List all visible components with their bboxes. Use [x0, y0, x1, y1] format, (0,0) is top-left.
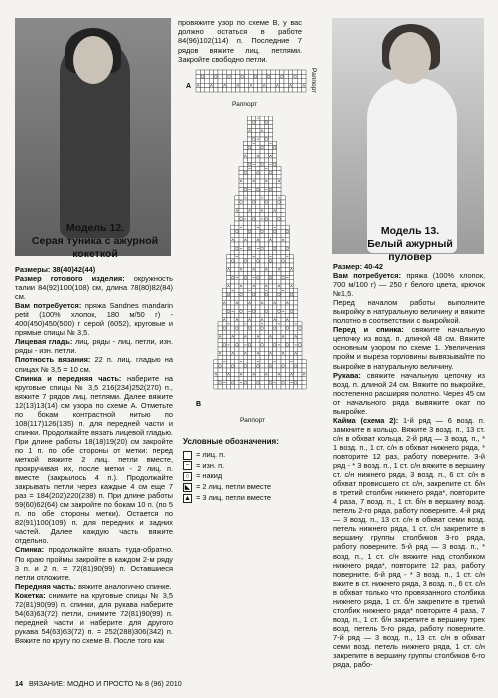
chart-a — [186, 62, 308, 102]
model-12-instructions — [15, 265, 173, 645]
chart-b-rapport: Раппорт — [240, 417, 266, 424]
chart-b — [196, 116, 324, 412]
chart-a-rapport: Раппорт — [232, 101, 258, 108]
chart-b-label: B — [196, 401, 202, 408]
model-12-photo — [15, 18, 171, 256]
model-13-photo — [332, 18, 484, 254]
yarn-over-icon: ○ — [183, 472, 192, 481]
paragraph: Кокетка: снимите на круговые спицы № 3,5 72(81)90(99) п. спинки, для рукава наберите 54(63)63(72) петли, снимите 72(81)90(99) п. передней части и наберите для другого рукава 54(63)63(72) п. = 252(288)306(342) п. Вяжите по кругу по схеме В. После того как — [15, 590, 173, 645]
paragraph: Спинка: продолжайте вязать туда-обратно. По краю проймы закройте в каждом 2-м ряду 3 п. и 2 п. = 72(81)90(99) п. Оставшиеся петли отложите. — [15, 545, 173, 582]
two-together-icon: ◣ — [184, 484, 191, 492]
chart-a-rapport-side: Раппорт — [310, 68, 317, 94]
three-together-icon: ▲ — [184, 494, 191, 502]
paragraph: При длине работы 18(18)19(20) см закройте по 1 п. по обе стороны от метки: перед меткой вяжите 2 лиц. петли вместе, прокручивая их, после метки - 2 лиц. п. вместе (закрылось 4 п.). Продолжайте закрывать петли через каждые 4 см еще 7 раз = 184(202)220(238) п. При длине работы 59(60)62(64) см закройте по бокам 10 п. (по 5 п. по обе стороны метки). Остается по 82(91)100(109) п. для передних и задних частей. Далее каждую часть вяжите отдельно. — [15, 436, 173, 546]
paragraph: Размер готового изделия: окружность талии 84(92)100(108) см, длина 78(80)82(84) см. — [15, 274, 173, 302]
paragraph: Перед началом работы выполните выкройку в натуральную величину и вяжите полотно в соответствии с выкройкой. — [333, 298, 485, 326]
paragraph: Спинка и передняя часть: наберите на круговые спицы № 3,5 216(234)252(270) п., вяжите 7 рядов лиц. петлями. Далее вяжите 12(13)13(14) см узора по схеме А. Отметьте по бокам контрастной нитью по 108(117)126(135) п. для передней части и спинки. Продолжайте вязать лицевой гладью. — [15, 373, 174, 437]
page-number: 14 — [15, 679, 23, 688]
page-footer — [15, 679, 182, 688]
paragraph: Кайма (схема 2): 1-й ряд — 6 возд. п. замкните в кольцо. Вяжите 3 возд. п., 13 ст. с/н в обхват кольца. 2-й ряд — 3 возд. п., * 1 возд. п., 1 ст. с/н в обхват нижнего ряда, * повторите 12 раз, работу поверните. 3-й ряд - * 3 возд. п., 1 ст. с/н вяжите в вершину ст. с/н нижнего ряда, 3 возд. п., 6 ст. с/н в обхват провисшего ст. с/н, закрепите ст. б/н в третий столбик нижнего ряда*, повторите 4 раза, 7 возд. п., 1 ст. б/н в вершину возд. петель 2-го ряда, работу поверните. 4-й ряд — 3 возд. п., 13 ст. с/н в обхват семи возд. петель нижнего ряда, 1 ст. с/н закрепите в вершину группы столбиков 3-го ряда, работу поверните. 5-й ряд — 3 возд. п., * возд. п., 1 ст. с/н вяжите над столбиком нижнего ряда*, повторите 12 раз, работу поверните. 6-й ряд - * 3 возд. п., 1 ст. с/н вжите в ст. нижнего ряда, 3 возд. п., 6 ст. с/н в обхват только что провязанного столбика нижнего ряда, 1 ст. б/н закрепите в третий столбик нижнего ряда* повторите 4 раза, 7 возд. п., 1 ст. б/н закрепите в вершину трех возд. петель 5-го ряда, работу поверните. 7-й ряд — 3 возд. п., 13 ст. с/н в обхват семи возд. петель нижнего ряда, 1 ст. с/н закрепите в вершину группы столбиков 6-го ряда, рабо- — [333, 415, 485, 670]
paragraph: Вам потребуется: пряжа Sandnes mandarin petit (100% хлопок, 180 м/50 г) - 400(450)450(500) г серой (6052), круговые и прямые спицы № 3,5. — [15, 301, 173, 338]
paragraph: Перед и спинка: свяжите начальную цепочку из возд. п. длиной 48 см. Вяжите основным узором по схеме 1. Увеличения пройм и выреза горловины вывязывайте по выкройке в натуральную величину. — [333, 325, 485, 371]
paragraph: Размер: 40-42 — [333, 262, 384, 271]
paragraph: Рукава: свяжите начальную цепочку из возд. п. длиной 24 см. Вяжите по выкройке, постепенно расширяя полотно. Через 45 см от начального ряда вывяжите окат по выкройке. — [333, 370, 485, 416]
continued-text: провяжите узор по схеме В, у вас должно остаться в работе 84(96)102(114) п. Последние 7 рядов вяжите лиц. петлями. Закройте свободно петли. — [178, 18, 302, 64]
purl-stitch-icon: − — [183, 461, 192, 470]
paragraph: Размеры: 38(40)42(44) — [15, 265, 96, 274]
paragraph: Лицевая гладь: лиц. ряды - лиц. петли, изн. ряды - изн. петли. — [15, 337, 173, 356]
paragraph: Передняя часть: вяжите аналогично спинке. — [15, 581, 172, 591]
model-12-caption: Модель 12. Серая туника с ажурной кокеткой — [31, 222, 159, 260]
paragraph: Плотность вязания: 22 п. лиц. гладью на спицах № 3,5 = 10 см. — [15, 355, 173, 374]
model-13-caption: Модель 13. Белый ажурный пуловер — [367, 225, 453, 263]
paragraph: Вам потребуется: пряжа (100% хлопок, 700 м/100 г) — 250 г белого цвета, крючок №1,5. — [333, 271, 485, 299]
chart-a-label: A — [186, 83, 192, 90]
magazine-title: ВЯЗАНИЕ: МОДНО И ПРОСТО № 8 (96) 2010 — [29, 679, 182, 688]
model-13-instructions — [333, 262, 485, 669]
legend: Условные обозначения: = лиц. п. − = изн. п. ○ = накид ◣ = 2 лиц. петли вместе ▲ = 3 лиц. петли вместе — [183, 437, 279, 502]
knit-stitch-icon — [183, 451, 192, 460]
